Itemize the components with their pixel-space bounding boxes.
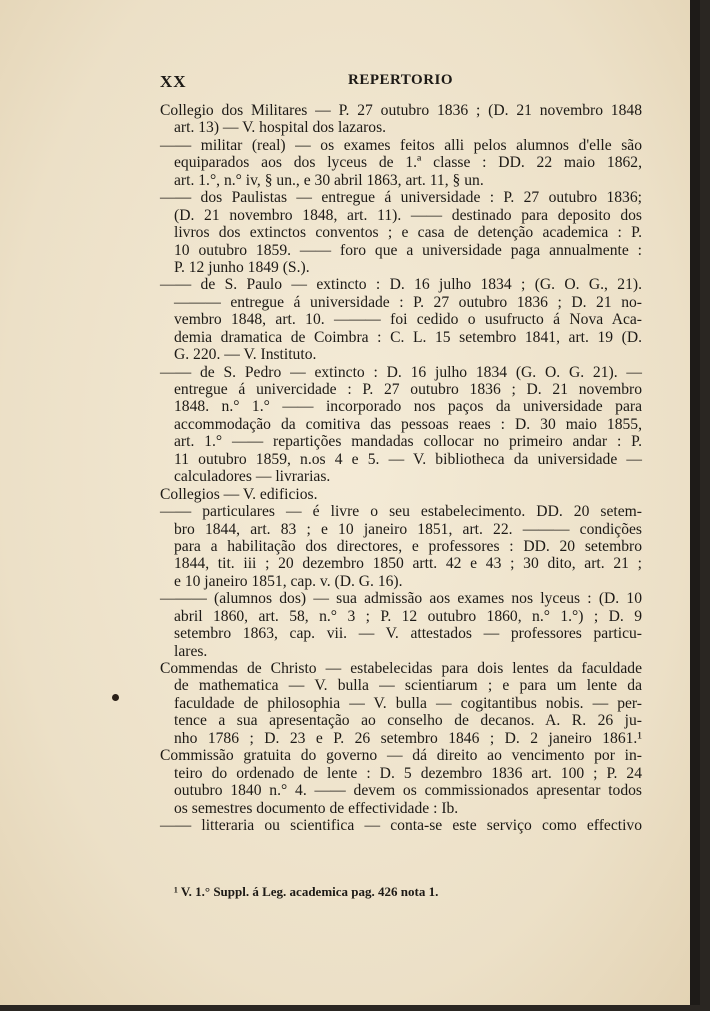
text-line: —— dos Paulistas — entregue á universidade : P. 27 outubro 1836;: [160, 189, 642, 207]
text-line: demia dramatica de Coimbra : C. L. 15 setembro 1841, art. 19 (D.: [174, 328, 642, 346]
text-line: lares.: [174, 642, 208, 660]
text-line: e 10 janeiro 1851, cap. v. (D. G. 16).: [174, 572, 403, 590]
text-line: 1844, tit. iii ; 20 dezembro 1850 artt. 42 e 43 ; 30 dito, art. 21 ;: [174, 555, 642, 573]
ink-spot: [112, 694, 119, 701]
text-line: faculdade de philosophia — V. bulla — cogitantibus nobis. — per-: [174, 694, 642, 712]
text-line: (D. 21 novembro 1848, art. 11). —— destinado para deposito dos: [174, 206, 642, 224]
text-line: Collegios — V. edificios.: [160, 485, 318, 503]
text-line: bro 1844, art. 83 ; e 10 janeiro 1851, art. 22. ——— condições: [174, 520, 642, 538]
text-line: de mathematica — V. bulla — scientiarum ; e para um lente da: [174, 677, 642, 695]
text-line: teiro do ordenado de lente : D. 5 dezembro 1836 art. 100 ; P. 24: [174, 764, 642, 782]
text-line: —— militar (real) — os exames feitos alli pelos alumnos d'elle são: [160, 136, 642, 154]
text-line: art. 1.° —— repartições mandadas collocar no primeiro andar : P.: [174, 433, 642, 451]
text-line: ——— (alumnos dos) — sua admissão aos exames nos lyceus : (D. 10: [160, 590, 642, 608]
text-line: art. 13) — V. hospital dos lazaros.: [174, 119, 387, 137]
text-line: vembro 1848, art. 10. ——— foi cedido o usufructo á Nova Aca-: [174, 311, 642, 329]
text-line: calculadores — livrarias.: [174, 468, 331, 486]
text-line: —— de S. Paulo — extincto : D. 16 julho 1834 ; (G. O. G., 21).: [160, 276, 642, 294]
text-line: art. 1.°, n.° iv, § un., e 30 abril 1863, art. 11, § un.: [174, 171, 484, 189]
running-title: REPERTORIO: [348, 72, 454, 88]
text-line: para a habilitação dos directores, e professores : DD. 20 setembro: [174, 537, 642, 555]
page-header: [160, 72, 628, 96]
text-line: accommodação da comitiva das pessoas reaes : D. 30 maio 1855,: [174, 415, 642, 433]
text-line: P. 12 junho 1849 (S.).: [174, 258, 310, 276]
text-line: nho 1786 ; D. 23 e P. 26 setembro 1846 ; D. 2 janeiro 1861.¹: [174, 729, 642, 747]
footnote: ¹ V. 1.° Suppl. á Leg. academica pag. 426 nota 1.: [174, 884, 439, 899]
text-line: os semestres documento de effectividade : Ib.: [174, 799, 459, 817]
body-text: [160, 102, 642, 834]
text-line: ——— entregue á universidade : P. 27 outubro 1836 ; D. 21 no-: [174, 293, 642, 311]
text-line: abril 1860, art. 58, n.° 3 ; P. 12 outubro 1860, n.° 1.°) ; D. 9: [174, 607, 642, 625]
page-number: XX: [160, 72, 187, 91]
text-line: Commissão gratuita do governo — dá direito ao vencimento por in-: [160, 747, 642, 765]
text-line: G. 220. — V. Instituto.: [174, 346, 317, 364]
text-line: outubro 1840 n.° 4. —— devem os commissionados apresentar todos: [174, 782, 642, 800]
text-line: —— particulares — é livre o seu estabelecimento. DD. 20 setem-: [160, 503, 642, 521]
text-line: —— de S. Pedro — extincto : D. 16 julho 1834 (G. O. G. 21). —: [160, 363, 642, 381]
text-line: equiparados aos dos lyceus de 1.ª classe : DD. 22 maio 1862,: [174, 154, 642, 172]
text-line: livros dos extinctos conventos ; e casa de detenção academica : P.: [174, 224, 642, 242]
text-line: entregue á univercidade : P. 27 outubro 1836 ; D. 21 novembro: [174, 381, 642, 398]
footnote-divider: [160, 869, 640, 871]
text-line: 1848. n.° 1.° —— incorporado nos paços da universidade para: [174, 398, 642, 416]
text-line: —— litteraria ou scientifica — conta-se este serviço como effectivo: [160, 816, 642, 834]
text-line: setembro 1863, cap. vii. — V. attestados — professores particu-: [174, 625, 642, 643]
text-line: tence a sua apresentação ao conselho de decanos. A. R. 26 ju-: [174, 712, 642, 730]
text-line: 11 outubro 1859, n.os 4 e 5. — V. bibliotheca da universidade —: [174, 450, 642, 468]
text-line: Commendas de Christo — estabelecidas para dois lentes da faculdade: [160, 660, 642, 677]
text-line: Collegio dos Militares — P. 27 outubro 1836 ; (D. 21 novembro 1848: [160, 102, 642, 119]
text-line: 10 outubro 1859. —— foro que a universidade paga annualmente :: [174, 241, 642, 259]
